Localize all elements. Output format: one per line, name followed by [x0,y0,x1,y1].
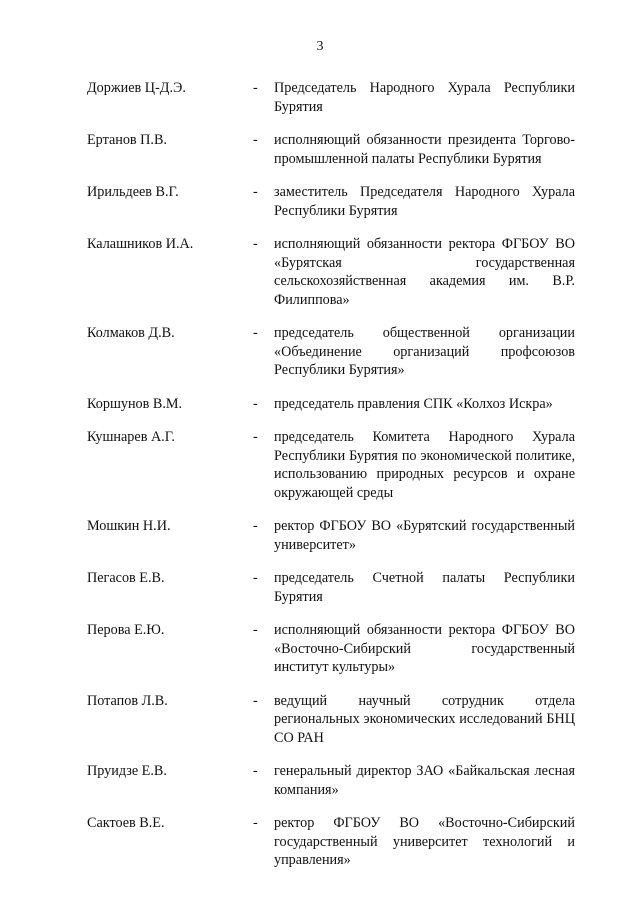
page-number: 3 [316,39,324,54]
member-name: Кушнарев А.Г. [87,429,175,445]
member-entry [87,131,575,168]
member-position: ректор ФГБОУ ВО «Восточно-Сибирский государственный университет технологий и управления» [274,815,575,868]
member-entry [87,814,575,870]
member-entry [87,428,575,502]
separator-dash: - [253,692,258,709]
member-position: ректор ФГБОУ ВО «Бурятский государственный университет» [274,518,575,553]
member-entry [87,692,575,748]
separator-dash: - [253,570,258,586]
member-position: исполняющий обязанности ректора ФГБОУ ВО «Восточно-Сибирский государственный институт культуры» [274,622,575,675]
member-entry [87,183,575,220]
separator-dash: - [253,622,258,638]
member-entry [87,762,575,799]
member-name: Калашников И.А. [87,236,194,252]
member-entry [87,569,575,606]
separator-dash: - [253,132,258,148]
separator-dash: - [253,236,258,252]
separator-dash: - [253,184,258,200]
member-entry [87,235,575,309]
member-name: Потапов Л.В. [87,692,168,709]
member-entry [87,517,575,554]
separator-dash: - [253,325,258,341]
member-position: председатель Счетной палаты Республики Бурятия [274,570,575,605]
member-name: Ирильдеев В.Г. [87,184,179,200]
member-entry [87,324,575,380]
member-name: Пруидзе Е.В. [87,763,167,779]
separator-dash: - [253,518,258,534]
member-position: председатель правления СПК «Колхоз Искра» [274,395,553,412]
member-position: генеральный директор ЗАО «Байкальская лесная компания» [274,763,575,798]
member-list [87,79,575,885]
separator-dash: - [253,815,258,831]
member-position: заместитель Председателя Народного Хурала Республики Бурятия [274,184,575,219]
member-name: Ертанов П.В. [87,132,167,148]
member-position: председатель Комитета Народного Хурала Республики Бурятия по экономической политике, использованию природных ресурсов и охране окружающей среды [274,429,575,501]
member-position: ведущий научный сотрудник отдела региональных экономических исследований БНЦ СО РАН [274,692,575,746]
separator-dash: - [253,395,258,412]
separator-dash: - [253,80,258,96]
separator-dash: - [253,763,258,779]
member-name: Колмаков Д.В. [87,325,175,341]
member-name: Коршунов В.М. [87,395,183,412]
member-name: Пегасов Е.В. [87,570,165,586]
member-name: Доржиев Ц-Д.Э. [87,80,186,96]
member-entry [87,79,575,116]
member-name: Перова Е.Ю. [87,622,165,638]
member-position: председатель общественной организации «Объединение организаций профсоюзов Республики Бурятия» [274,325,575,378]
separator-dash: - [253,429,258,445]
member-entry [87,395,575,414]
member-position: Председатель Народного Хурала Республики Бурятия [274,80,575,115]
member-name: Сактоев В.Е. [87,815,165,831]
member-entry [87,621,575,677]
member-position: исполняющий обязанности ректора ФГБОУ ВО «Бурятская государственная сельскохозяйственная академия им. В.Р. Филиппова» [274,236,575,308]
member-name: Мошкин Н.И. [87,518,171,534]
member-position: исполняющий обязанности президента Торгово-промышленной палаты Республики Бурятия [274,132,575,167]
